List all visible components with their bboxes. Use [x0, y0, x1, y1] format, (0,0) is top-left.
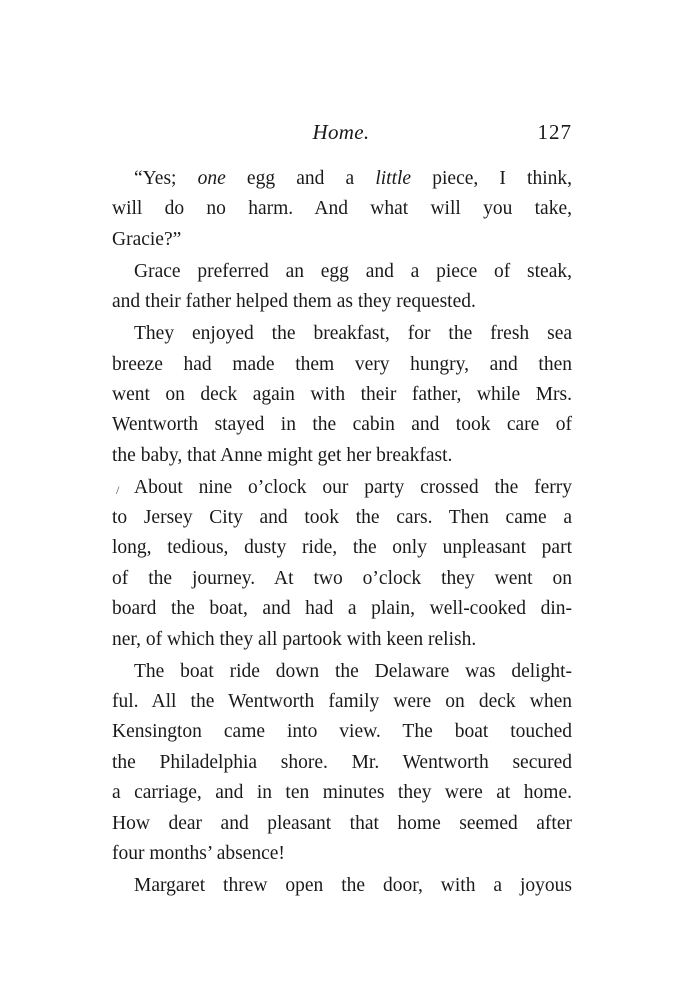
text-line: the Philadelphia shore. Mr. Wentworth secured	[112, 751, 572, 773]
text-line: They enjoyed the breakfast, for the fresh sea	[134, 323, 572, 345]
running-head	[110, 116, 572, 148]
text-line: Gracie?”	[112, 228, 182, 250]
text-line: board the boat, and had a plain, well-cooked din-	[112, 598, 572, 620]
text-line: will do no harm. And what will you take,	[112, 198, 572, 220]
text-line: ner, of which they all partook with keen relish.	[112, 628, 477, 650]
page-number: 127	[537, 120, 572, 144]
text-line: long, tedious, dusty ride, the only unpleasant part	[112, 537, 572, 559]
text-line: About nine o’clock our party crossed the ferry	[134, 476, 572, 498]
text-line: “Yes; one egg and a little piece, I think,	[134, 168, 573, 189]
text-line: went on deck again with their father, while Mrs.	[112, 383, 572, 405]
text-line: a carriage, and in ten minutes they were at home.	[112, 782, 572, 804]
text-line: the baby, that Anne might get her breakfast.	[112, 444, 453, 466]
margin-mark: /	[116, 483, 120, 497]
text-line: Kensington came into view. The boat touched	[112, 721, 572, 743]
text-line: How dear and pleasant that home seemed after	[112, 812, 572, 834]
running-title: Home.	[312, 120, 370, 144]
body-text	[112, 164, 572, 901]
text-line: Margaret threw open the door, with a joyous	[134, 874, 572, 896]
text-line: of the journey. At two o’clock they went on	[112, 567, 572, 589]
text-line: breeze had made them very hungry, and then	[112, 353, 572, 375]
text-line: ful. All the Wentworth family were on deck when	[112, 691, 572, 713]
text-line: Wentworth stayed in the cabin and took care of	[112, 414, 572, 436]
text-line: The boat ride down the Delaware was delight-	[134, 660, 572, 682]
text-line: and their father helped them as they requested.	[112, 291, 476, 313]
text-line: to Jersey City and took the cars. Then came a	[112, 507, 572, 529]
text-line: Grace preferred an egg and a piece of steak,	[134, 260, 572, 282]
text-line: four months’ absence!	[112, 842, 285, 864]
